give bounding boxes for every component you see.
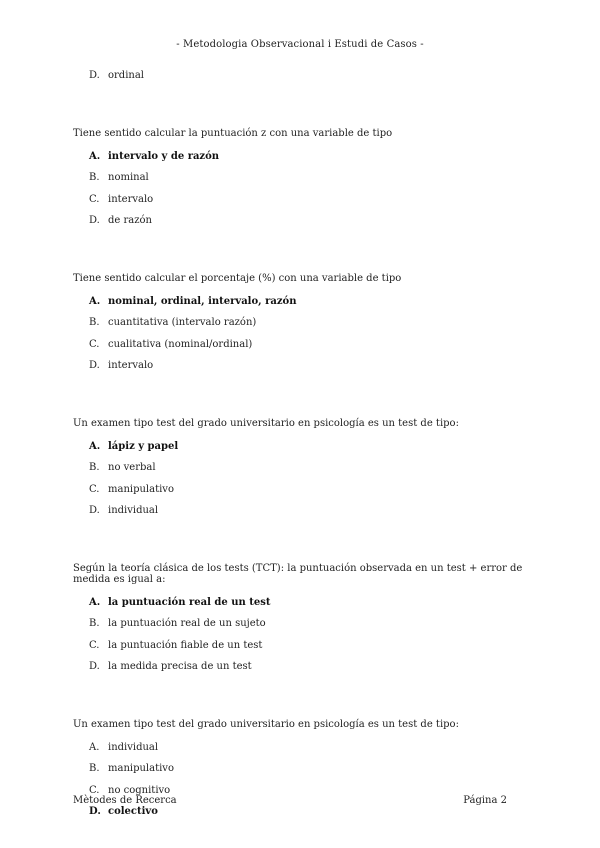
option-item xyxy=(73,742,533,764)
option-item xyxy=(73,640,533,662)
option-letter: B. xyxy=(89,317,100,328)
option-letter: B. xyxy=(89,618,100,629)
question-text: Según la teoría clásica de los tests (TCT): la puntuación observada en un test + error de medida es igual a: xyxy=(73,562,523,585)
option-letter: D. xyxy=(89,70,100,81)
option-text: cualitativa (nominal/ordinal) xyxy=(108,338,253,350)
option-letter: A. xyxy=(89,596,101,608)
question-block xyxy=(73,563,533,683)
option-letter: D. xyxy=(89,505,100,516)
option-letter: A. xyxy=(89,741,100,753)
option-text: la puntuación real de un test xyxy=(108,596,271,608)
question-block xyxy=(73,128,533,237)
option-text: cuantitativa (intervalo razón) xyxy=(108,317,257,328)
option-item xyxy=(73,505,533,527)
option-letter: B. xyxy=(89,763,100,774)
option-text: individual xyxy=(108,741,159,753)
option-letter: A. xyxy=(89,150,101,162)
option-text: no cognitivo xyxy=(108,784,171,796)
question-text: Tiene sentido calcular el porcentaje (%) con una variable de tipo xyxy=(73,272,402,284)
option-item-correct xyxy=(73,597,533,619)
option-text: intervalo xyxy=(108,360,154,371)
option-letter: A. xyxy=(89,295,101,307)
option-item-correct xyxy=(73,151,533,173)
option-letter: D. xyxy=(89,806,101,817)
question-block xyxy=(73,719,533,828)
footer-page-number: Página 2 xyxy=(463,795,507,806)
option-item xyxy=(73,339,533,361)
footer-course-name: Mètodes de Recerca xyxy=(73,795,177,806)
option-item-correct xyxy=(73,441,533,463)
page-header: - Metodologia Observacional i Estudi de Casos - xyxy=(176,39,424,50)
option-item xyxy=(73,172,533,194)
option-text: manipulativo xyxy=(108,483,174,495)
option-text: no verbal xyxy=(108,462,156,473)
option-letter: B. xyxy=(89,462,100,473)
option-text: ordinal xyxy=(108,70,145,81)
option-list xyxy=(73,296,533,382)
option-item xyxy=(73,618,533,640)
page-footer xyxy=(73,795,507,806)
option-letter: C. xyxy=(89,483,100,495)
option-item xyxy=(73,360,533,382)
question-block xyxy=(73,273,533,382)
question-text: Un examen tipo test del grado universitario en psicología es un test de tipo: xyxy=(73,417,459,429)
option-letter: B. xyxy=(89,172,100,183)
question-text: Un examen tipo test del grado universitario en psicología es un test de tipo: xyxy=(73,718,459,730)
option-item xyxy=(73,462,533,484)
option-letter: C. xyxy=(89,338,100,350)
option-text: nominal xyxy=(108,172,149,183)
option-letter: A. xyxy=(89,440,101,452)
option-item xyxy=(73,70,533,92)
option-item xyxy=(73,484,533,506)
option-item xyxy=(73,763,533,785)
option-list xyxy=(73,597,533,683)
option-text: la puntuación real de un sujeto xyxy=(108,618,266,629)
option-text: intervalo y de razón xyxy=(108,150,220,162)
option-text: colectivo xyxy=(108,806,158,817)
option-letter: D. xyxy=(89,215,100,226)
option-letter: D. xyxy=(89,661,100,672)
option-item xyxy=(73,661,533,683)
option-item-correct xyxy=(73,296,533,318)
page-content xyxy=(73,70,533,828)
option-text: intervalo xyxy=(108,193,154,205)
continued-option-list xyxy=(73,70,533,92)
option-text: individual xyxy=(108,505,159,516)
option-text: la puntuación fiable de un test xyxy=(108,639,263,651)
option-text: de razón xyxy=(108,215,152,226)
option-list xyxy=(73,441,533,527)
option-item xyxy=(73,194,533,216)
option-letter: C. xyxy=(89,193,100,205)
option-list xyxy=(73,742,533,828)
option-item xyxy=(73,215,533,237)
option-text: manipulativo xyxy=(108,763,174,774)
option-letter: C. xyxy=(89,639,100,651)
option-text: la medida precisa de un test xyxy=(108,661,252,672)
option-list xyxy=(73,151,533,237)
option-letter: D. xyxy=(89,360,100,371)
option-item xyxy=(73,317,533,339)
option-text: lápiz y papel xyxy=(108,440,179,452)
option-text: nominal, ordinal, intervalo, razón xyxy=(108,295,297,307)
question-block xyxy=(73,418,533,527)
question-text: Tiene sentido calcular la puntuación z con una variable de tipo xyxy=(73,127,393,139)
option-item-correct xyxy=(73,806,533,828)
option-letter: C. xyxy=(89,784,100,796)
